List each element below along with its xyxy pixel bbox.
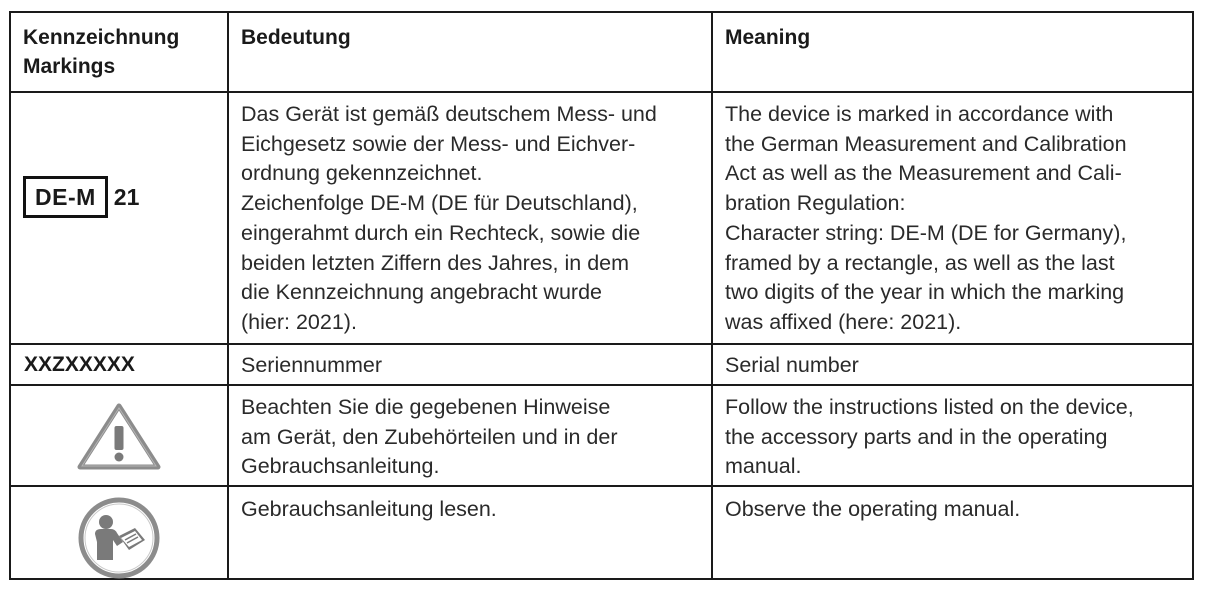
header-markings-de: Kennzeichnung <box>23 26 180 49</box>
de-m-marking <box>23 176 139 218</box>
de-text-line: beiden letzten Ziffern des Jahres, in dem <box>241 250 630 275</box>
marking-cell <box>11 487 229 578</box>
serial-marking: XXZXXXXX <box>24 353 135 376</box>
bedeutung-cell <box>229 487 713 578</box>
de-text-line: Eichgesetz sowie der Mess- und Eichver- <box>241 131 636 156</box>
en-text-line: was affixed (here: 2021). <box>725 309 962 334</box>
de-text-line: Zeichenfolge DE-M (DE für Deutschland), <box>241 191 638 216</box>
en-text-line: Observe the operating manual. <box>725 497 1021 521</box>
markings-table <box>9 11 1194 580</box>
de-text-line: am Gerät, den Zubehörteilen und in der <box>241 424 618 449</box>
header-cell-meaning <box>713 13 1192 91</box>
de-text-line: (hier: 2021). <box>241 309 357 334</box>
en-text-line: bration Regulation: <box>725 191 906 216</box>
en-text-line: Serial number <box>725 353 859 377</box>
read-manual-icon <box>77 496 161 580</box>
header-bedeutung: Bedeutung <box>241 26 351 49</box>
table-row-warning <box>11 386 1192 487</box>
de-text-line: die Kennzeichnung angebracht wurde <box>241 280 602 305</box>
de-text-line: Seriennummer <box>241 353 382 377</box>
marking-cell <box>11 386 229 485</box>
warning-triangle-icon <box>76 402 162 472</box>
de-text-line: Beachten Sie die gegebenen Hinweise <box>241 395 611 419</box>
en-text-line: Character string: DE-M (DE for Germany), <box>725 220 1127 245</box>
bedeutung-cell <box>229 93 713 343</box>
header-row <box>11 13 1192 93</box>
en-text-line: Act as well as the Measurement and Cali- <box>725 161 1122 186</box>
de-text-line: Gebrauchsanleitung lesen. <box>241 497 497 521</box>
bedeutung-cell <box>229 345 713 384</box>
marking-cell <box>11 345 229 384</box>
marking-cell <box>11 93 229 343</box>
table-row-de-m <box>11 93 1192 345</box>
header-cell-bedeutung <box>229 13 713 91</box>
en-text-line: two digits of the year in which the marking <box>725 280 1125 305</box>
en-text-line: the German Measurement and Calibration <box>725 131 1127 156</box>
meaning-cell <box>713 487 1192 578</box>
de-text-line: eingerahmt durch ein Rechteck, sowie die <box>241 220 641 245</box>
en-text-line: framed by a rectangle, as well as the last <box>725 250 1115 275</box>
de-m-box: DE-M <box>23 176 108 218</box>
en-text-line: Follow the instructions listed on the device, <box>725 395 1134 419</box>
meaning-cell <box>713 386 1192 485</box>
header-markings-en: Markings <box>23 55 116 78</box>
meaning-cell <box>713 93 1192 343</box>
en-text-line: The device is marked in accordance with <box>725 102 1114 126</box>
bedeutung-cell <box>229 386 713 485</box>
header-cell-markings <box>11 13 229 91</box>
table-row-serial <box>11 345 1192 386</box>
en-text-line: the accessory parts and in the operating <box>725 424 1108 449</box>
meaning-cell <box>713 345 1192 384</box>
de-text-line: Das Gerät ist gemäß deutschem Mess- und <box>241 102 657 126</box>
table-row-manual <box>11 487 1192 578</box>
de-text-line: ordnung gekennzeichnet. <box>241 161 483 186</box>
header-meaning: Meaning <box>725 26 811 49</box>
en-text-line: manual. <box>725 454 802 479</box>
de-text-line: Gebrauchsanleitung. <box>241 454 440 479</box>
de-m-year: 21 <box>113 183 140 210</box>
